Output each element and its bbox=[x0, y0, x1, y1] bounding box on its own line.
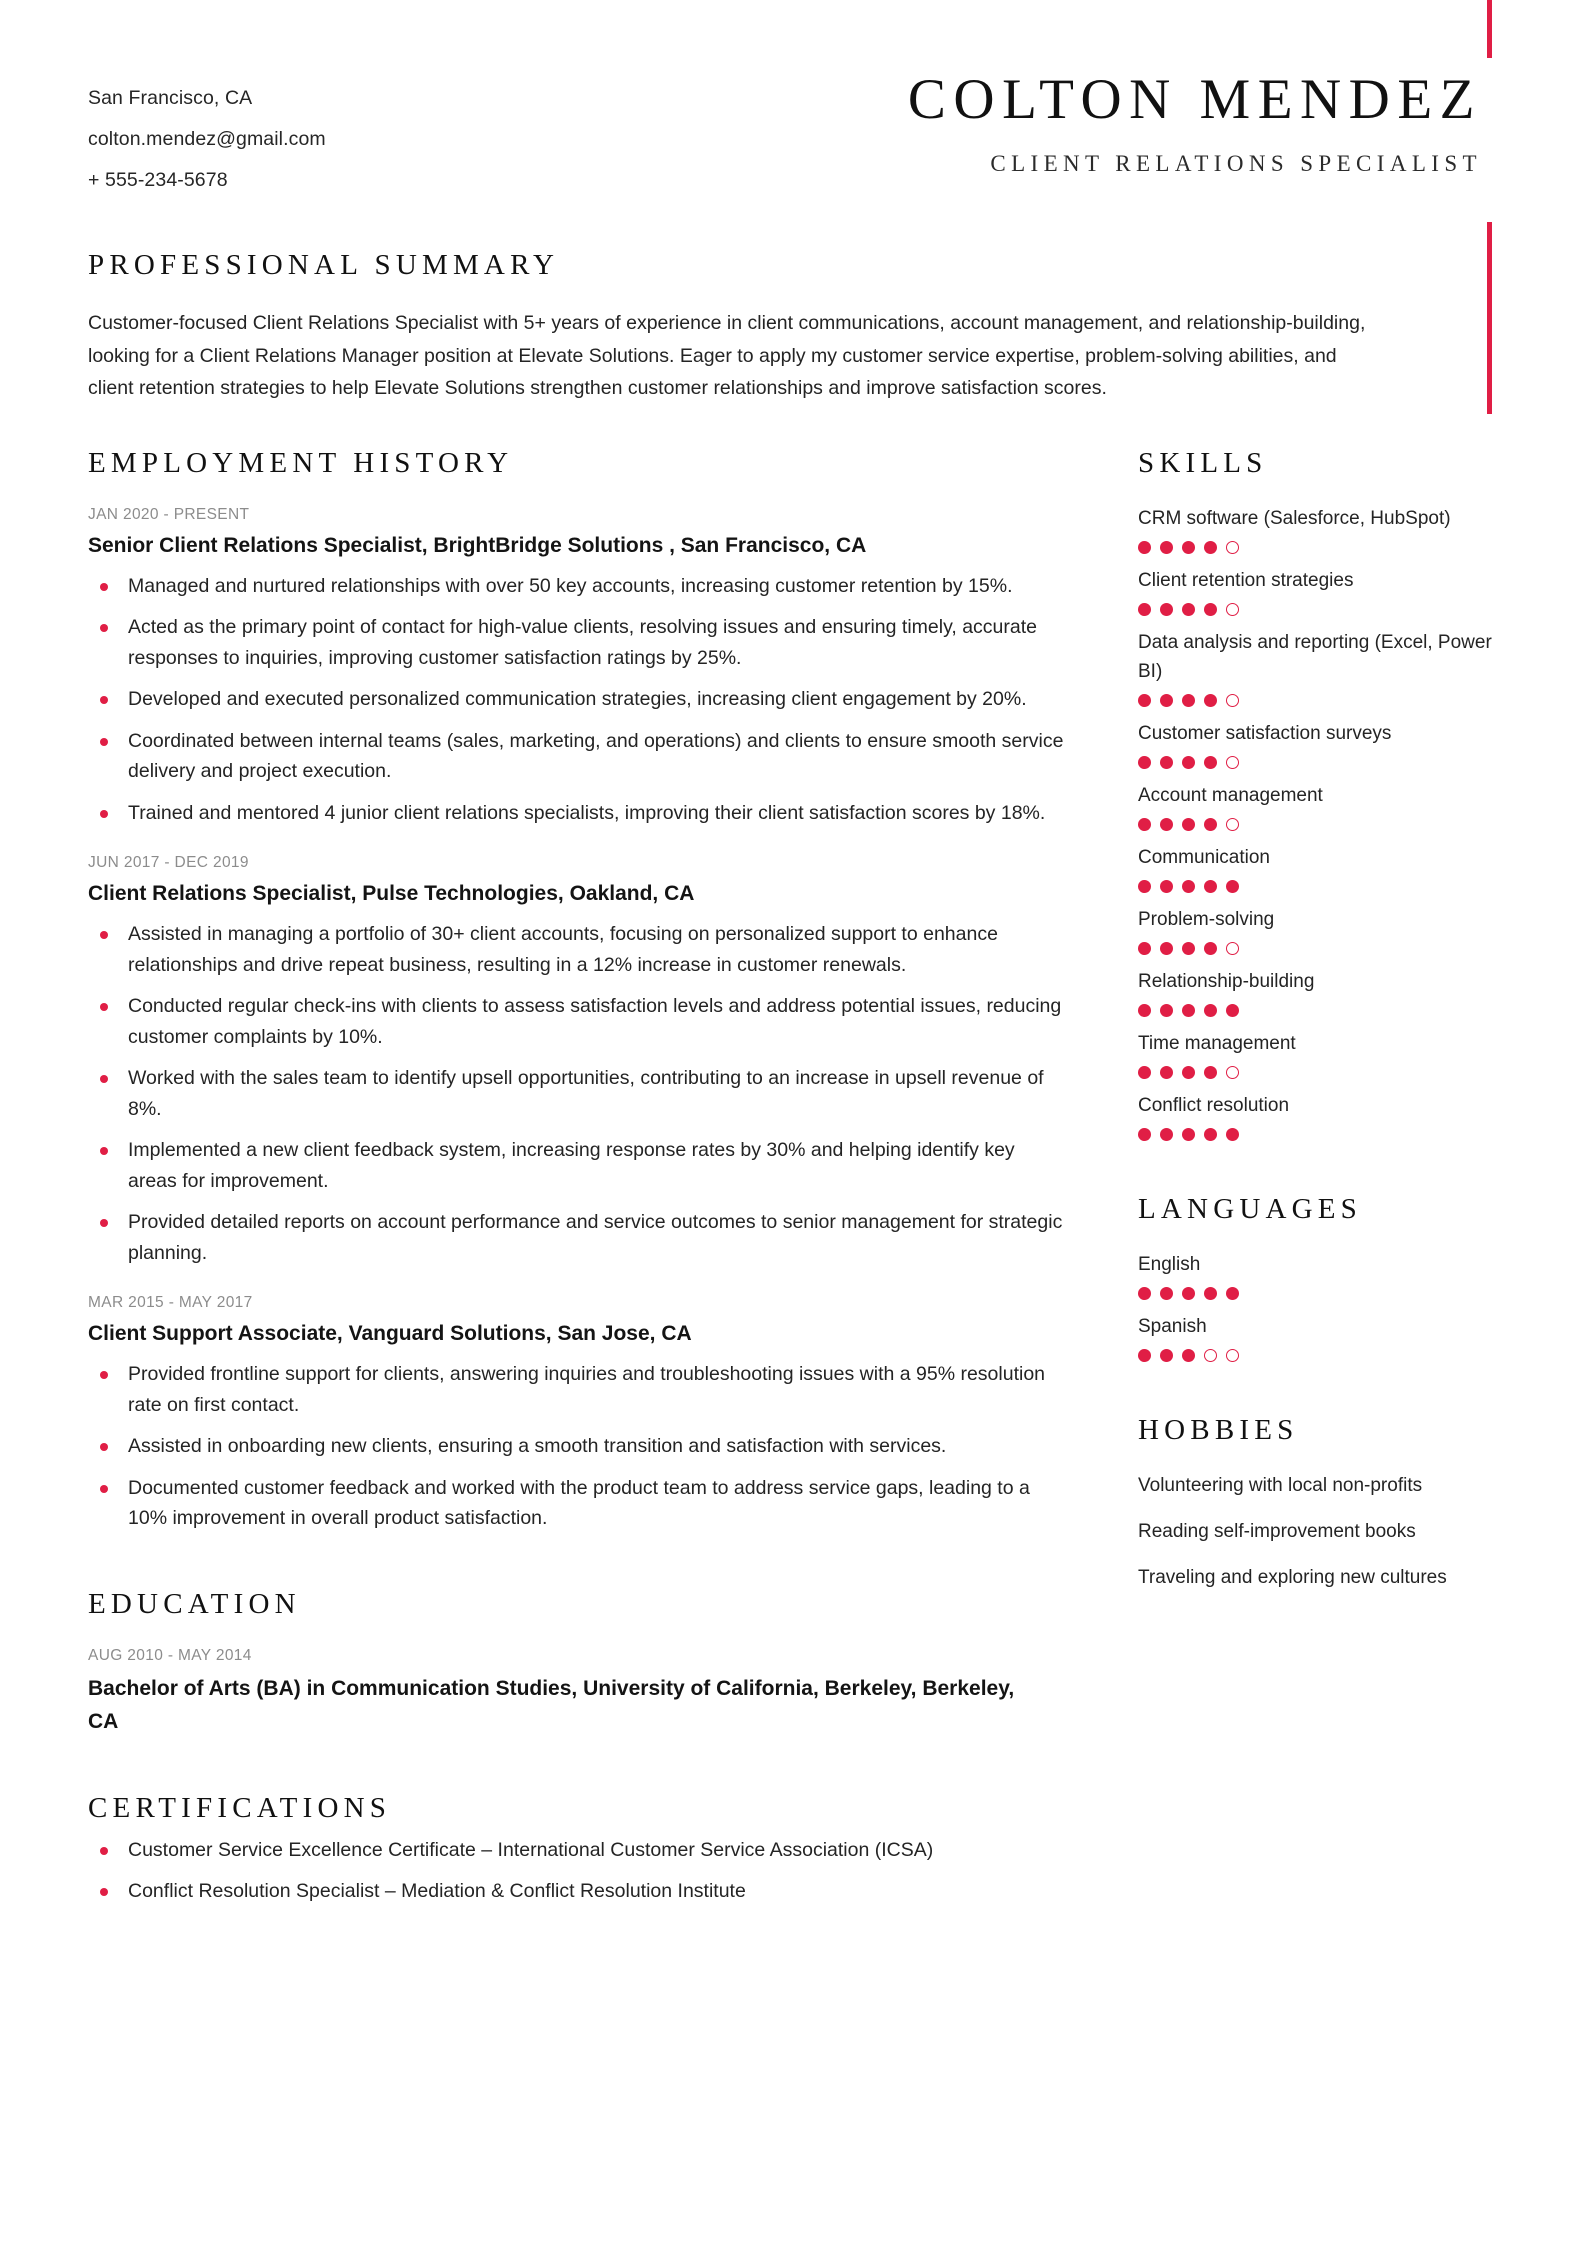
rating-dot-filled bbox=[1226, 1287, 1239, 1300]
skill-label: Problem-solving bbox=[1138, 908, 1275, 930]
employment-bullet: Assisted in managing a portfolio of 30+ client accounts, focusing on personalized support to enhance relationships and drive repeat business, resulting in a 12% increase in customer renewals. bbox=[88, 919, 1068, 980]
language-item bbox=[1138, 1312, 1498, 1362]
skill-label: Data analysis and reporting (Excel, Power BI) bbox=[1138, 631, 1492, 682]
skill-label: Time management bbox=[1138, 1032, 1296, 1054]
rating-dot-filled bbox=[1204, 942, 1217, 955]
skills-section bbox=[1138, 447, 1498, 1141]
rating-dot-filled bbox=[1226, 880, 1239, 893]
rating-dot-empty bbox=[1226, 756, 1239, 769]
employment-history-heading: EMPLOYMENT HISTORY bbox=[88, 446, 514, 479]
rating-dot-filled bbox=[1204, 756, 1217, 769]
rating-dot-filled bbox=[1138, 541, 1151, 554]
education-title: Bachelor of Arts (BA) in Communication Studies, University of California, Berkeley, Berkeley, CA bbox=[88, 1676, 1015, 1733]
rating-dot-empty bbox=[1226, 603, 1239, 616]
skill-item bbox=[1138, 1091, 1498, 1141]
rating-dot-empty bbox=[1226, 818, 1239, 831]
rating-dot-filled bbox=[1226, 1004, 1239, 1017]
hobby-item: Volunteering with local non-profits bbox=[1138, 1474, 1423, 1496]
rating-dot-filled bbox=[1204, 694, 1217, 707]
employment-date: JUN 2017 - DEC 2019 bbox=[88, 854, 249, 871]
certification-list bbox=[88, 1835, 1068, 1907]
language-label: Spanish bbox=[1138, 1315, 1207, 1337]
resume-header bbox=[88, 0, 1500, 201]
rating-dot-filled bbox=[1160, 603, 1173, 616]
skill-item bbox=[1138, 905, 1498, 955]
employment-bullet-list bbox=[88, 919, 1068, 1268]
skill-label: Communication bbox=[1138, 846, 1270, 868]
hobby-item: Traveling and exploring new cultures bbox=[1138, 1566, 1447, 1588]
rating-dot-filled bbox=[1160, 1004, 1173, 1017]
rating-dot-filled bbox=[1182, 1128, 1195, 1141]
skill-item bbox=[1138, 504, 1498, 554]
skill-rating bbox=[1138, 818, 1498, 831]
skill-rating bbox=[1138, 1004, 1498, 1017]
skill-item bbox=[1138, 628, 1498, 707]
rating-dot-filled bbox=[1182, 1066, 1195, 1079]
languages-heading: LANGUAGES bbox=[1138, 1192, 1363, 1225]
employment-title: Senior Client Relations Specialist, BrightBridge Solutions , San Francisco, CA bbox=[88, 533, 867, 557]
skill-rating bbox=[1138, 541, 1498, 554]
employment-bullet: Conducted regular check-ins with clients to assess satisfaction levels and address potential issues, reducing customer complaints by 10%. bbox=[88, 991, 1068, 1052]
languages-section bbox=[1138, 1193, 1498, 1362]
rating-dot-empty bbox=[1226, 942, 1239, 955]
education-entry-list bbox=[88, 1647, 1068, 1738]
employment-title: Client Support Associate, Vanguard Solutions, San Jose, CA bbox=[88, 1322, 692, 1345]
rating-dot-filled bbox=[1204, 880, 1217, 893]
employment-date: MAR 2015 - MAY 2017 bbox=[88, 1294, 253, 1311]
rating-dot-filled bbox=[1182, 880, 1195, 893]
rating-dot-empty bbox=[1226, 694, 1239, 707]
skill-item bbox=[1138, 1029, 1498, 1079]
employment-entry bbox=[88, 854, 1068, 1268]
employment-bullet: Trained and mentored 4 junior client relations specialists, improving their client satisfaction scores by 18%. bbox=[88, 798, 1068, 829]
rating-dot-filled bbox=[1138, 1349, 1151, 1362]
sidebar-column bbox=[1138, 447, 1498, 1609]
skill-rating bbox=[1138, 756, 1498, 769]
employment-entry-list bbox=[88, 506, 1068, 1534]
skills-heading: SKILLS bbox=[1138, 446, 1268, 479]
rating-dot-filled bbox=[1182, 1349, 1195, 1362]
rating-dot-filled bbox=[1182, 603, 1195, 616]
rating-dot-filled bbox=[1182, 1004, 1195, 1017]
rating-dot-filled bbox=[1138, 1287, 1151, 1300]
contact-block bbox=[88, 68, 326, 201]
rating-dot-empty bbox=[1204, 1349, 1217, 1362]
rating-dot-filled bbox=[1160, 880, 1173, 893]
skill-rating bbox=[1138, 880, 1498, 893]
candidate-name: COLTON MENDEZ bbox=[907, 68, 1482, 131]
rating-dot-filled bbox=[1182, 818, 1195, 831]
employment-date: JAN 2020 - PRESENT bbox=[88, 505, 250, 523]
education-entry bbox=[88, 1647, 1068, 1738]
education-section bbox=[88, 1588, 1068, 1738]
employment-bullet: Developed and executed personalized communication strategies, increasing client engagement by 20%. bbox=[88, 684, 1068, 715]
language-item bbox=[1138, 1250, 1498, 1300]
accent-bar-middle bbox=[1487, 222, 1492, 414]
rating-dot-filled bbox=[1204, 818, 1217, 831]
certification-item: Customer Service Excellence Certificate – International Customer Service Association (ICSA) bbox=[88, 1835, 1068, 1866]
skills-list bbox=[1138, 504, 1498, 1141]
rating-dot-filled bbox=[1160, 942, 1173, 955]
skill-label: Relationship-building bbox=[1138, 970, 1315, 992]
hobbies-heading: HOBBIES bbox=[1138, 1413, 1299, 1446]
rating-dot-filled bbox=[1204, 1004, 1217, 1017]
rating-dot-filled bbox=[1182, 1287, 1195, 1300]
candidate-job-title: CLIENT RELATIONS SPECIALIST bbox=[990, 150, 1482, 176]
employment-bullet-list bbox=[88, 1359, 1068, 1534]
professional-summary-text: Customer-focused Client Relations Specialist with 5+ years of experience in client communications, account management, and relationship-building, looking for a Client Relations Manager position at Elevate Solutions. Eager to apply my customer service expertise, problem-solving abilities, and client retention strategies to help Elevate Solutions strengthen customer relationships and improve satisfaction scores. bbox=[88, 312, 1366, 399]
rating-dot-filled bbox=[1182, 756, 1195, 769]
rating-dot-filled bbox=[1160, 756, 1173, 769]
rating-dot-filled bbox=[1160, 1287, 1173, 1300]
main-column bbox=[88, 447, 1068, 1907]
employment-bullet: Worked with the sales team to identify upsell opportunities, contributing to an increase in upsell revenue of 8%. bbox=[88, 1063, 1068, 1124]
skill-rating bbox=[1138, 942, 1498, 955]
skill-label: Conflict resolution bbox=[1138, 1094, 1290, 1116]
rating-dot-empty bbox=[1226, 1066, 1239, 1079]
rating-dot-filled bbox=[1226, 1128, 1239, 1141]
rating-dot-filled bbox=[1160, 1128, 1173, 1141]
employment-bullet: Provided detailed reports on account performance and service outcomes to senior management for strategic planning. bbox=[88, 1207, 1068, 1268]
language-rating bbox=[1138, 1349, 1498, 1362]
employment-bullet: Managed and nurtured relationships with over 50 key accounts, increasing customer retention by 15%. bbox=[88, 571, 1068, 602]
professional-summary-section bbox=[88, 249, 1500, 405]
skill-label: Account management bbox=[1138, 784, 1323, 806]
employment-history-section bbox=[88, 447, 1068, 1534]
accent-bar-top bbox=[1487, 0, 1492, 58]
rating-dot-empty bbox=[1226, 1349, 1239, 1362]
skill-rating bbox=[1138, 603, 1498, 616]
rating-dot-filled bbox=[1182, 694, 1195, 707]
rating-dot-filled bbox=[1160, 1066, 1173, 1079]
professional-summary-heading: PROFESSIONAL SUMMARY bbox=[88, 249, 560, 281]
rating-dot-filled bbox=[1204, 541, 1217, 554]
rating-dot-filled bbox=[1160, 541, 1173, 554]
skill-rating bbox=[1138, 694, 1498, 707]
employment-entry bbox=[88, 1294, 1068, 1534]
skill-label: CRM software (Salesforce, HubSpot) bbox=[1138, 507, 1451, 529]
rating-dot-filled bbox=[1138, 1066, 1151, 1079]
education-date: AUG 2010 - MAY 2014 bbox=[88, 1646, 252, 1664]
skill-item bbox=[1138, 843, 1498, 893]
certification-item: Conflict Resolution Specialist – Mediation & Conflict Resolution Institute bbox=[88, 1876, 1068, 1907]
rating-dot-filled bbox=[1138, 818, 1151, 831]
rating-dot-filled bbox=[1138, 1004, 1151, 1017]
hobbies-section bbox=[1138, 1414, 1498, 1592]
skill-rating bbox=[1138, 1128, 1498, 1141]
contact-phone[interactable]: + 555-234-5678 bbox=[88, 169, 228, 191]
skill-item bbox=[1138, 781, 1498, 831]
rating-dot-filled bbox=[1138, 756, 1151, 769]
certifications-section bbox=[88, 1792, 1068, 1907]
employment-bullet: Provided frontline support for clients, answering inquiries and troubleshooting issues with a 95% resolution rate on first contact. bbox=[88, 1359, 1068, 1420]
education-heading: EDUCATION bbox=[88, 1587, 301, 1620]
hobby-item: Reading self-improvement books bbox=[1138, 1520, 1416, 1542]
rating-dot-filled bbox=[1204, 1066, 1217, 1079]
rating-dot-filled bbox=[1138, 880, 1151, 893]
rating-dot-filled bbox=[1160, 694, 1173, 707]
employment-bullet: Coordinated between internal teams (sales, marketing, and operations) and clients to ensure smooth service delivery and project execution. bbox=[88, 726, 1068, 787]
employment-entry bbox=[88, 506, 1068, 829]
contact-email[interactable]: colton.mendez@gmail.com bbox=[88, 128, 326, 150]
employment-bullet: Documented customer feedback and worked with the product team to address service gaps, leading to a 10% improvement in overall product satisfaction. bbox=[88, 1473, 1068, 1534]
rating-dot-filled bbox=[1138, 942, 1151, 955]
employment-bullet: Assisted in onboarding new clients, ensuring a smooth transition and satisfaction with services. bbox=[88, 1431, 1068, 1462]
name-block bbox=[908, 68, 1500, 177]
employment-bullet: Acted as the primary point of contact for high-value clients, resolving issues and ensuring timely, accurate responses to inquiries, improving customer satisfaction ratings by 25%. bbox=[88, 612, 1068, 673]
language-rating bbox=[1138, 1287, 1498, 1300]
rating-dot-filled bbox=[1138, 1128, 1151, 1141]
rating-dot-filled bbox=[1204, 603, 1217, 616]
rating-dot-filled bbox=[1204, 1128, 1217, 1141]
rating-dot-filled bbox=[1138, 603, 1151, 616]
rating-dot-filled bbox=[1182, 942, 1195, 955]
rating-dot-filled bbox=[1204, 1287, 1217, 1300]
skill-item bbox=[1138, 566, 1498, 616]
skill-item bbox=[1138, 719, 1498, 769]
employment-title: Client Relations Specialist, Pulse Technologies, Oakland, CA bbox=[88, 882, 695, 905]
certifications-heading: CERTIFICATIONS bbox=[88, 1791, 392, 1824]
rating-dot-filled bbox=[1160, 818, 1173, 831]
employment-bullet-list bbox=[88, 571, 1068, 829]
rating-dot-filled bbox=[1182, 541, 1195, 554]
contact-location: San Francisco, CA bbox=[88, 87, 253, 109]
rating-dot-empty bbox=[1226, 541, 1239, 554]
skill-rating bbox=[1138, 1066, 1498, 1079]
resume-body bbox=[88, 447, 1500, 1907]
skill-label: Client retention strategies bbox=[1138, 569, 1354, 591]
hobbies-list bbox=[1138, 1471, 1498, 1592]
rating-dot-filled bbox=[1160, 1349, 1173, 1362]
rating-dot-filled bbox=[1138, 694, 1151, 707]
languages-list bbox=[1138, 1250, 1498, 1362]
language-label: English bbox=[1138, 1253, 1201, 1275]
employment-bullet: Implemented a new client feedback system, increasing response rates by 30% and helping identify key areas for improvement. bbox=[88, 1135, 1068, 1196]
skill-label: Customer satisfaction surveys bbox=[1138, 722, 1392, 744]
skill-item bbox=[1138, 967, 1498, 1017]
